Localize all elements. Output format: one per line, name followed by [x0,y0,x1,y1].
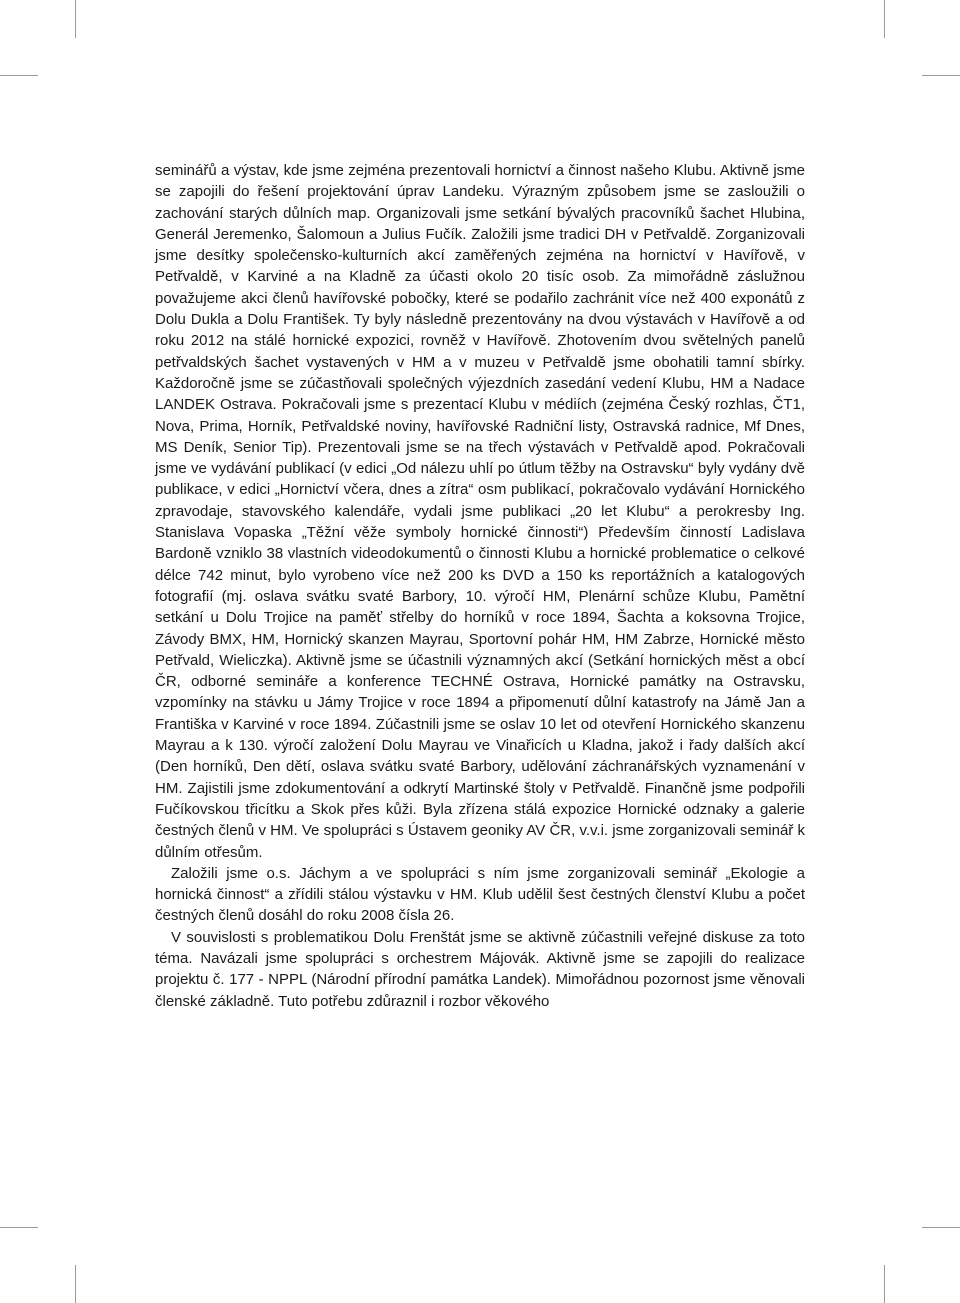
crop-mark-top-left-vertical [75,0,76,38]
paragraph-1: seminářů a výstav, kde jsme zejména prezentovali hornictví a činnost našeho Klubu. Aktivně jsme se zapojili do řešení projektování úprav Landeku. Výrazným způsobem jsme se zasloužili o zachování starých důlních map. Organizovali jsme setkání bývalých pracovníků šachet Hlubina, Generál Jeremenko, Šalomoun a Julius Fučík. Založili jsme tradici DH v Petřvaldě. Zorganizovali jsme desítky společensko-kulturních akcí zaměřených zejména na hornictví v Havířově, v Petřvaldě, v Karviné a na Kladně za účasti okolo 20 tisíc osob. Za mimořádně záslužnou považujeme akci členů havířovské pobočky, které se podařilo zachránit více než 400 exponátů z Dolu Dukla a Dolu František. Ty byly následně prezentovány na dvou výstavách v Havířově a od roku 2012 na stálé hornické expozici, rovněž v Havířově. Zhotovením dvou světelných panelů petřvaldských šachet vystavených v HM a v muzeu v Petřvaldě jsme obohatili tamní sbírky. Každoročně jsme se zúčastňovali společných výjezdních zasedání vedení Klubu, HM a Nadace LANDEK Ostrava. Pokračovali jsme s prezentací Klubu v médiích (zejména Český rozhlas, ČT1, Nova, Prima, Horník, Petřvaldské noviny, havířovské Radniční listy, Ostravská radnice, Mf Dnes, MS Deník, Senior Tip). Prezentovali jsme se na třech výstavách v Petřvaldě apod. Pokračovali jsme ve vydávání publikací (v edici „Od nálezu uhlí po útlum těžby na Ostravsku“ byly vydány dvě publikace, v edici „Hornictví včera, dnes a zítra“ osm publikací, pokračovalo vydávání Hornického zpravodaje, stavovského kalendáře, vydali jsme publikaci „20 let Klubu“ a perokresby Ing. Stanislava Vopaska „Těžní věže symboly hornické činnosti“) Především činností Ladislava Bardoně vzniklo 38 vlastních videodokumentů o činnosti Klubu a hornické problematice o celkové délce 742 minut, bylo vyrobeno více než 200 ks DVD a 150 ks reportážních a katalogových fotografií (mj. oslava svátku svaté Barbory, 10. výročí HM, Plenární schůze Klubu, Pamětní setkání u Dolu Trojice na paměť střelby do horníků v roce 1894, Šachta a koksovna Trojice, Závody BMX, HM, Hornický skanzen Mayrau, Sportovní pohár HM, HM Zabrze, Hornické město Petřvald, Wieliczka). Aktivně jsme se účastnili významných akcí (Setkání hornických měst a obcí ČR, odborné semináře a konference TECHNÉ Ostrava, Hornické památky na Ostravsku, vzpomínky na stávku u Jámy Trojice v roce 1894 a připomenutí důlní katastrofy na Jámě Jan a Františka v Karviné v roce 1894. Zúčastnili jsme se oslav 10 let od otevření Hornického skanzenu Mayrau a k 130. výročí založení Dolu Mayrau ve Vinařicích u Kladna, jakož i řady dalších akcí (Den horníků, Den dětí, oslava svátku svaté Barbory, udělování záchranářských vyznamenání v HM. Zajistili jsme zdokumentování a odkrytí Martinské štoly v Petřvaldě. Finančně jsme podpořili Fučíkovskou třicítku a Skok přes kůži. Byla zřízena stálá expozice Hornické odznaky a galerie čestných členů v HM. Ve spolupráci s Ústavem geoniky AV ČR, v.v.i. jsme zorganizovali seminář k důlním otřesům. [155,162,805,861]
crop-mark-bottom-left-horizontal [0,1227,38,1228]
crop-mark-top-right-vertical [884,0,885,38]
crop-mark-bottom-right-vertical [884,1265,885,1303]
crop-mark-bottom-left-vertical [75,1265,76,1303]
document-body [155,160,805,1012]
paragraph-3: V souvislosti s problematikou Dolu Frenštát jsme se aktivně zúčastnili veřejné diskuse za toto téma. Navázali jsme spolupráci s orchestrem Májovák. Aktivně jsme se zapojili do realizace projektu č. 177 - NPPL (Národní přírodní památka Landek). Mimořádnou pozornost jsme věnovali členské základně. Tuto potřebu zdůraznil i rozbor věkového [155,928,805,1010]
paragraph-2: Založili jsme o.s. Jáchym a ve spolupráci s ním jsme zorganizovali seminář „Ekologie a hornická činnost“ a zřídili stálou výstavku v HM. Klub udělil šest čestných členství Klubu a počet čestných členů dosáhl do roku 2008 čísla 26. [155,864,805,925]
crop-mark-top-right-horizontal [922,75,960,76]
crop-mark-top-left-horizontal [0,75,38,76]
crop-mark-bottom-right-horizontal [922,1227,960,1228]
